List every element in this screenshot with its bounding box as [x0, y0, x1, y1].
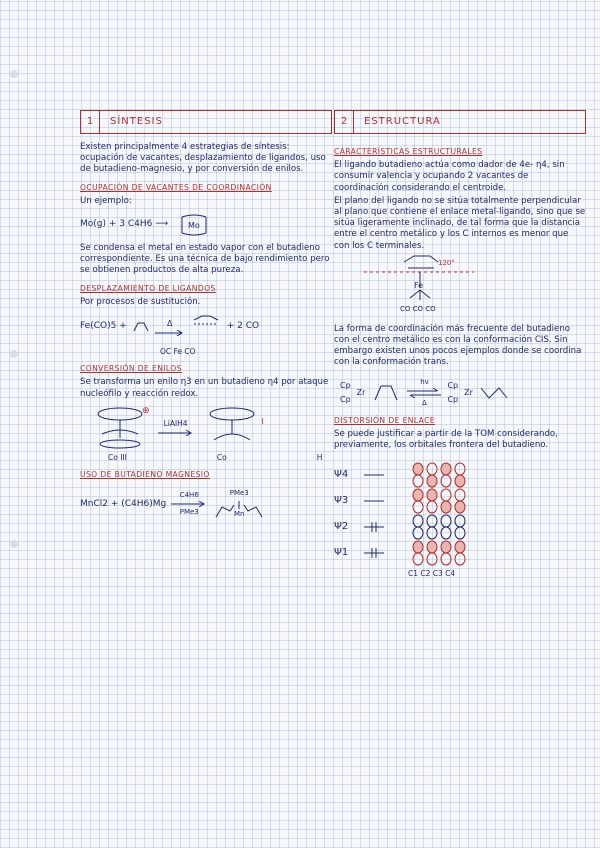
intro-text: Existen principalmente 4 estrategias de síntesis: ocupación de vacantes, desplazamiento de ligandos, uso de butadieno-magnesio, y por conversión de enilos. — [80, 142, 326, 175]
reagent-arrow — [171, 490, 207, 518]
arrow-icon — [155, 330, 185, 336]
arrow-top-label: C4H6 — [179, 491, 199, 500]
subheading-ocupacion: OCUPACIÓN DE VACANTES DE COORDINACIÓN — [80, 182, 272, 192]
arrow-icon — [158, 430, 194, 436]
trans-butadiene-icon — [479, 382, 509, 404]
fe-label: Fe — [414, 280, 424, 290]
cp-label: Cp — [340, 394, 351, 404]
caracteristicas-text-2: El plano del ligando no se sitúa totalmente perpendicular al plano que contiene el enlace metal-ligando, sino que se sitúa ligeramente inclinado, de tal forma que la distancia entre el centro metálico y los C internos es menor que con los C terminales. — [334, 195, 586, 251]
fe-butadiene-drawing — [334, 254, 586, 318]
subheading-butadieno-mg: USO DE BUTADIENO MAGNESIO — [80, 470, 210, 480]
reaction-ocupacion — [80, 211, 332, 239]
cp-group-left — [340, 379, 351, 407]
punch-hole — [10, 350, 18, 358]
arrow-bottom-label: PMe3 — [179, 508, 199, 517]
section-title: ESTRUCTURA — [364, 116, 441, 128]
conversion-text: Se transforma un enilo η3 en un butadieno η4 por ataque nucleófilo y reacción redox. — [80, 377, 329, 399]
orbital-psi3-drawing — [364, 488, 504, 514]
conversion-metal-labels — [80, 452, 332, 463]
svg-text:Mo: Mo — [188, 221, 200, 231]
orbital-psi1-drawing — [364, 540, 504, 566]
caracteristicas-text-1: El ligando butadieno actúa como dador de 4e- η4, sin consumir valencia y ocupando 2 vacantes de coordinación considerando el centroide. — [334, 160, 565, 193]
section-title: SÍNTESIS — [110, 116, 163, 128]
orbital-label: Ψ1 — [334, 547, 349, 559]
zr-label: Zr — [464, 388, 473, 398]
arrow-label: Δ — [167, 318, 173, 328]
subheading-desplazamiento: DESPLAZAMIENTO DE LIGANDOS — [80, 283, 216, 293]
example-label: Un ejemplo: — [80, 195, 132, 206]
orbital-row — [334, 514, 586, 540]
cp-label: Cp — [340, 380, 351, 390]
section-header-estructura — [334, 110, 586, 134]
equilibrium-arrows-icon — [407, 388, 441, 398]
cis-butadiene-icon — [371, 382, 401, 404]
cp-group-right — [447, 379, 458, 407]
co-enyl-complex-drawing — [90, 404, 150, 450]
mo-complex-drawing — [174, 211, 214, 239]
orbital-psi2-drawing — [364, 514, 504, 540]
reaction-conversion — [90, 404, 332, 450]
conformacion-text: La forma de coordinación más frecuente del butadieno con el centro metálico es con la conformación CIS. Sin embargo existen unos pocos ejemplos donde se coordina con la conformación trans. — [334, 323, 582, 368]
orbital-row — [334, 462, 586, 488]
subheading-conversion: CONVERSIÓN DE ENILOS — [80, 364, 182, 374]
punch-hole — [10, 540, 18, 548]
metal-label-2: Co — [216, 452, 227, 462]
reaction-left: Fe(CO)5 + — [80, 321, 127, 332]
molecular-orbitals — [334, 462, 586, 579]
carbon-labels: C1 C2 C3 C4 — [408, 568, 456, 578]
fe-complex-drawing — [190, 314, 222, 340]
reagent-arrow — [158, 418, 194, 436]
left-column — [80, 110, 332, 521]
co-labels: CO CO CO — [400, 304, 436, 313]
orbital-row — [334, 540, 586, 566]
subheading-distorsion: DISTORSIÓN DE ENLACE — [334, 416, 436, 426]
orbital-row — [334, 488, 586, 514]
butadiene-icon — [132, 319, 150, 335]
equilibrium-arrow — [407, 377, 441, 409]
fe-product-label: OC Fe CO — [160, 347, 196, 357]
desplazamiento-text: Por procesos de sustitución. — [80, 296, 201, 307]
mn-complex — [212, 488, 266, 520]
hydrogen-label: H — [316, 452, 323, 462]
reaction-text: Mo(g) + 3 C4H6 ⟶ — [80, 219, 169, 230]
reaction-desplazamiento — [80, 314, 332, 340]
cp-label: Cp — [447, 380, 459, 390]
orbital-psi4-drawing — [364, 462, 504, 488]
zr-label: Zr — [356, 388, 366, 398]
angle-label: 120° — [438, 258, 455, 267]
heat-arrow — [155, 318, 185, 336]
punch-hole — [10, 70, 18, 78]
reaction-butadieno-mg — [80, 488, 332, 520]
charge-plus: ⊕ — [142, 406, 150, 417]
orbital-label: Ψ2 — [334, 521, 349, 533]
co-diene-complex-drawing — [202, 404, 262, 450]
roman-one-label: I — [261, 417, 264, 427]
metal-label-1: Co III — [108, 452, 127, 462]
orbital-label: Ψ4 — [334, 469, 349, 481]
subheading-caracteristicas: CARACTERÍSTICAS ESTRUCTURALES — [334, 147, 483, 156]
ocupacion-text: Se condensa el metal en estado vapor con el butadieno correspondiente. Es una técnica de bajo rendimiento pero se obtienen productos de alta pureza. — [80, 243, 330, 276]
arrow-bottom-label: Δ — [422, 398, 427, 407]
section-header-sintesis — [80, 110, 332, 134]
distorsion-text: Se puede justificar a partir de la TOM considerando, previamente, los orbitales frontera del butadieno. — [334, 429, 558, 451]
reaction-right: + 2 CO — [226, 321, 260, 332]
cis-trans-equilibrium — [340, 377, 586, 409]
fe-structure-diagram — [334, 254, 586, 318]
section-number: 2 — [335, 111, 354, 133]
ligand-label: PMe3 — [229, 489, 249, 498]
metal-label: Mn — [234, 510, 245, 519]
reaction-text: MnCl2 + (C4H6)Mg — [80, 498, 167, 509]
right-column — [334, 110, 586, 579]
section-number: 1 — [81, 111, 100, 133]
orbital-label: Ψ3 — [334, 495, 349, 507]
cp-label: Cp — [447, 394, 459, 404]
reagent-label: LiAlH4 — [163, 418, 188, 428]
arrow-top-label: hν — [420, 377, 429, 386]
